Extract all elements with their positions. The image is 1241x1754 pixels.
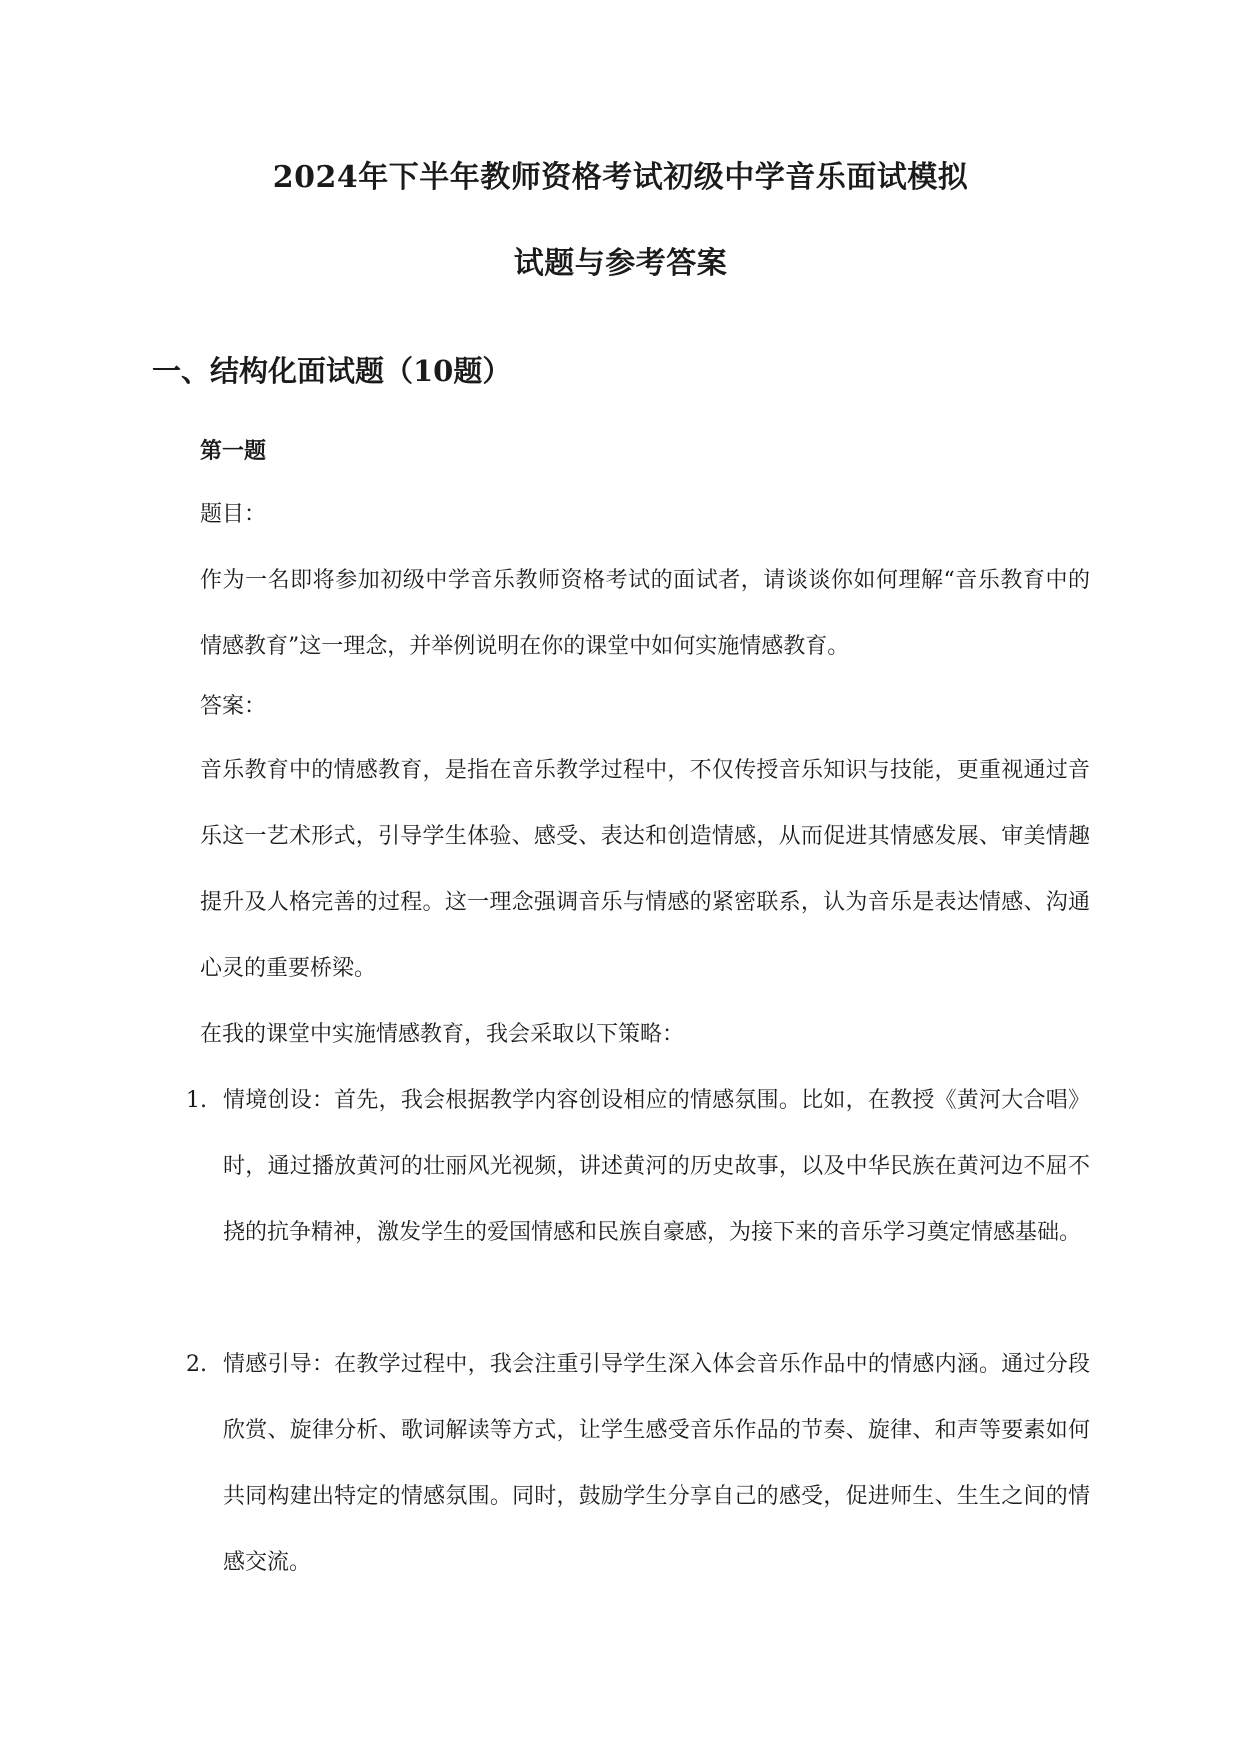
question-label: 题目：: [200, 502, 267, 527]
document-title-line-2: 试题与参考答案: [513, 246, 728, 281]
question-text: 作为一名即将参加初级中学音乐教师资格考试的面试者，请谈谈你如何理解“音乐教育中的情感教育”这一理念，并举例说明在你的课堂中如何实施情感教育。: [200, 568, 1090, 659]
list-item-number: 2.: [186, 1352, 207, 1377]
list-item-number: 1.: [186, 1088, 207, 1113]
section-heading: 一、结构化面试题（10题）: [152, 354, 512, 388]
list-item-text: 情感引导：在教学过程中，我会注重引导学生深入体会音乐作品中的情感内涵。通过分段欣赏、旋律分析、歌词解读等方式，让学生感受音乐作品的节奏、旋律、和声等要素如何共同构建出特定的情感氛围。同时，鼓励学生分享自己的感受，促进师生、生生之间的情感交流。: [223, 1352, 1090, 1575]
answer-paragraph: 在我的课堂中实施情感教育，我会采取以下策略：: [200, 1022, 685, 1047]
answer-paragraph: 音乐教育中的情感教育，是指在音乐教学过程中，不仅传授音乐知识与技能，更重视通过音乐这一艺术形式，引导学生体验、感受、表达和创造情感，从而促进其情感发展、审美情趣提升及人格完善的过程。这一理念强调音乐与情感的紧密联系，认为音乐是表达情感、沟通心灵的重要桥梁。: [200, 758, 1090, 981]
list-item: [186, 1068, 1090, 1266]
list-item: [186, 1332, 1090, 1596]
document-title-line-1: 2024年下半年教师资格考试初级中学音乐面试模拟: [272, 160, 969, 195]
list-item-text: 情境创设：首先，我会根据教学内容创设相应的情感氛围。比如，在教授《黄河大合唱》时，通过播放黄河的壮丽风光视频，讲述黄河的历史故事，以及中华民族在黄河边不屈不挠的抗争精神，激发学生的爱国情感和民族自豪感，为接下来的音乐学习奠定情感基础。: [223, 1088, 1090, 1245]
answer-label: 答案：: [200, 694, 267, 719]
question-heading: 第一题: [200, 438, 267, 464]
